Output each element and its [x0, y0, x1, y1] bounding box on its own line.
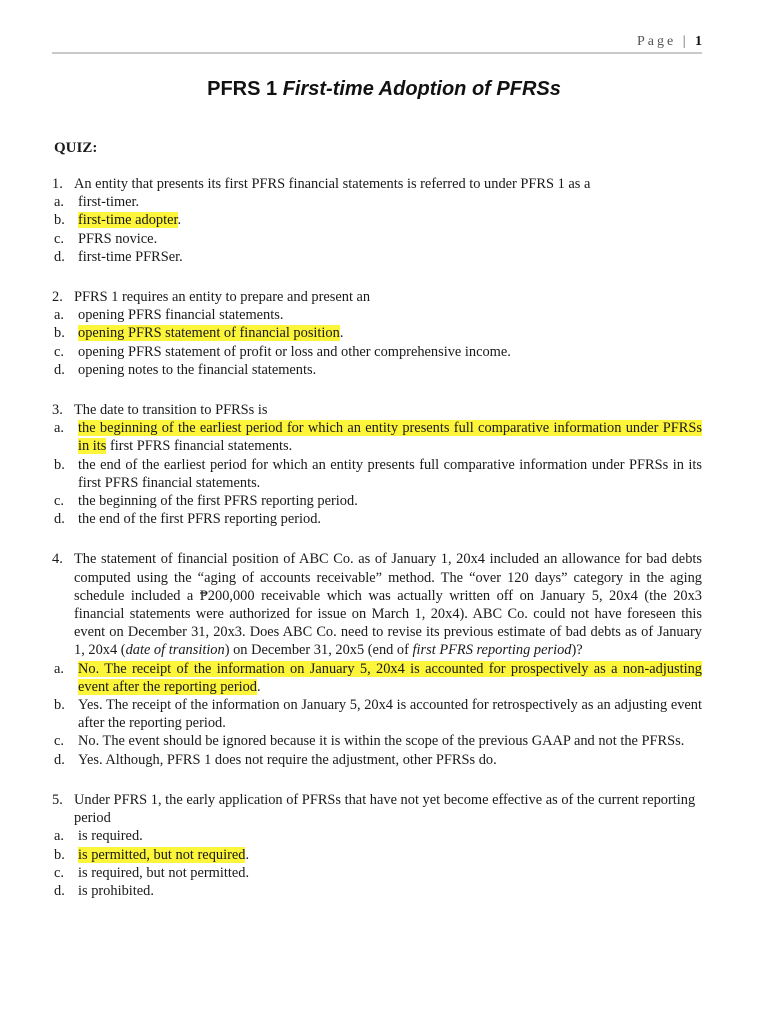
option-text: the beginning of the first PFRS reporting period. — [78, 493, 358, 510]
question-number: 5. — [52, 791, 63, 808]
option-d — [52, 510, 702, 528]
question-number: 3. — [52, 402, 63, 419]
option-list — [52, 306, 702, 379]
option-text: PFRS novice. — [78, 230, 158, 247]
option-letter: a. — [54, 307, 64, 324]
option-d — [52, 882, 702, 900]
option-text: No. The receipt of the information on January 5, 20x4 is accounted for prospectively as a non-adjusting event after the reporting period. — [78, 660, 702, 695]
option-c — [52, 230, 702, 248]
option-letter: c. — [54, 493, 64, 510]
option-text: first-timer. — [78, 194, 140, 211]
option-text: opening PFRS statement of financial position. — [78, 325, 344, 342]
highlighted-answer: first-time adopter — [78, 212, 178, 229]
option-text: the beginning of the earliest period for which an entity presents full comparative information under PFRSs in its first PFRS financial statements. — [78, 420, 702, 455]
option-a — [52, 419, 702, 455]
option-list — [52, 419, 702, 528]
option-letter: c. — [54, 343, 64, 360]
highlighted-answer: the beginning of the earliest period for which an entity presents full comparative information under PFRSs in its — [78, 420, 702, 455]
option-letter: c. — [54, 864, 64, 881]
option-letter: c. — [54, 733, 64, 750]
question-number: 1. — [52, 176, 63, 192]
option-b — [52, 846, 702, 864]
option-b — [52, 456, 702, 492]
option-text: opening notes to the financial statements. — [78, 361, 317, 378]
option-letter: d. — [54, 248, 65, 265]
option-c — [52, 492, 702, 510]
option-letter: b. — [54, 212, 65, 229]
option-d — [52, 751, 702, 769]
highlighted-answer: opening PFRS statement of financial position — [78, 325, 340, 342]
option-text: is required, but not permitted. — [78, 864, 250, 881]
question-text: Under PFRS 1, the early application of PFRSs that have not yet become effective as of the current reporting period — [74, 791, 696, 827]
option-letter: d. — [54, 361, 65, 378]
quiz-label: QUIZ: — [54, 140, 98, 156]
highlighted-answer: No. The receipt of the information on January 5, 20x4 is accounted for prospectively as a non-adjusting event after the reporting period — [78, 660, 702, 695]
question-text: PFRS 1 requires an entity to prepare and present an — [74, 289, 371, 306]
question-2 — [52, 288, 702, 379]
option-list — [52, 827, 702, 900]
option-text: the end of the earliest period for which an entity presents full comparative information under PFRSs in its first PFRS financial statements. — [78, 456, 702, 491]
option-d — [52, 248, 702, 266]
question-text: The statement of financial position of ABC Co. as of January 1, 20x4 included an allowance for bad debts computed using the “aging of accounts receivable” method. The “over 120 days” category in the aging schedule included a ₱200,000 receivable which was actually written off on January 5, 20x4 (the 20x3 financial statements were authorized for issue on March 1, 20x4). ABC Co. could not have foreseen this event on December 31, 20x3. Does ABC Co. need to revise its previous estimate of bad debts as of January 1, 20x4 (date of transition) on December 31, 20x5 (end of first PFRS reporting period)? — [74, 551, 702, 659]
document-title — [0, 78, 768, 101]
option-a — [52, 660, 702, 696]
option-text: is permitted, but not required. — [78, 846, 250, 863]
option-text: the end of the first PFRS reporting period. — [78, 511, 322, 528]
option-b — [52, 211, 702, 229]
page-label: Page — [636, 34, 677, 49]
option-text: Yes. Although, PFRS 1 does not require the adjustment, other PFRSs do. — [78, 751, 497, 768]
title-main: PFRS 1 — [207, 78, 278, 100]
option-list — [52, 660, 702, 769]
question-3 — [52, 401, 702, 528]
question-number: 4. — [52, 551, 63, 568]
option-list — [52, 193, 702, 266]
option-text: first-time adopter. — [78, 212, 182, 229]
page-header — [52, 34, 702, 54]
question-4 — [52, 550, 702, 768]
option-c — [52, 864, 702, 882]
option-b — [52, 696, 702, 732]
page-number-value: 1 — [695, 34, 702, 49]
highlighted-answer: is permitted, but not required — [78, 846, 246, 863]
option-text: opening PFRS financial statements. — [78, 307, 284, 324]
question-text: An entity that presents its first PFRS financial statements is referred to under PFRS 1 as a — [74, 176, 591, 192]
option-a — [52, 827, 702, 845]
option-letter: d. — [54, 882, 65, 899]
option-text: opening PFRS statement of profit or loss and other comprehensive income. — [78, 343, 511, 360]
option-letter: a. — [54, 660, 64, 677]
option-text: No. The event should be ignored because it is within the scope of the previous GAAP and not the PFRSs. — [78, 733, 685, 750]
option-a — [52, 306, 702, 324]
quiz-content — [52, 175, 702, 918]
question-number: 2. — [52, 289, 63, 306]
option-d — [52, 361, 702, 379]
option-letter: c. — [54, 230, 64, 247]
question-5 — [52, 791, 702, 900]
option-letter: a. — [54, 194, 64, 211]
option-b — [52, 324, 702, 342]
option-text: first-time PFRSer. — [78, 248, 183, 265]
option-letter: b. — [54, 456, 65, 473]
option-c — [52, 732, 702, 750]
question-1 — [52, 175, 702, 266]
option-letter: d. — [54, 511, 65, 528]
option-letter: b. — [54, 846, 65, 863]
option-text: is required. — [78, 828, 143, 845]
option-text: is prohibited. — [78, 882, 154, 899]
option-c — [52, 343, 702, 361]
option-letter: a. — [54, 420, 64, 437]
title-italic: First-time Adoption of PFRSs — [282, 78, 561, 100]
question-text: The date to transition to PFRSs is — [74, 402, 268, 419]
option-a — [52, 193, 702, 211]
page-number: Page | 1 — [631, 34, 702, 50]
option-letter: b. — [54, 697, 65, 714]
option-letter: b. — [54, 325, 65, 342]
option-letter: a. — [54, 828, 64, 845]
option-letter: d. — [54, 751, 65, 768]
option-text: Yes. The receipt of the information on January 5, 20x4 is accounted for retrospectively as an adjusting event after the reporting period. — [78, 697, 702, 732]
